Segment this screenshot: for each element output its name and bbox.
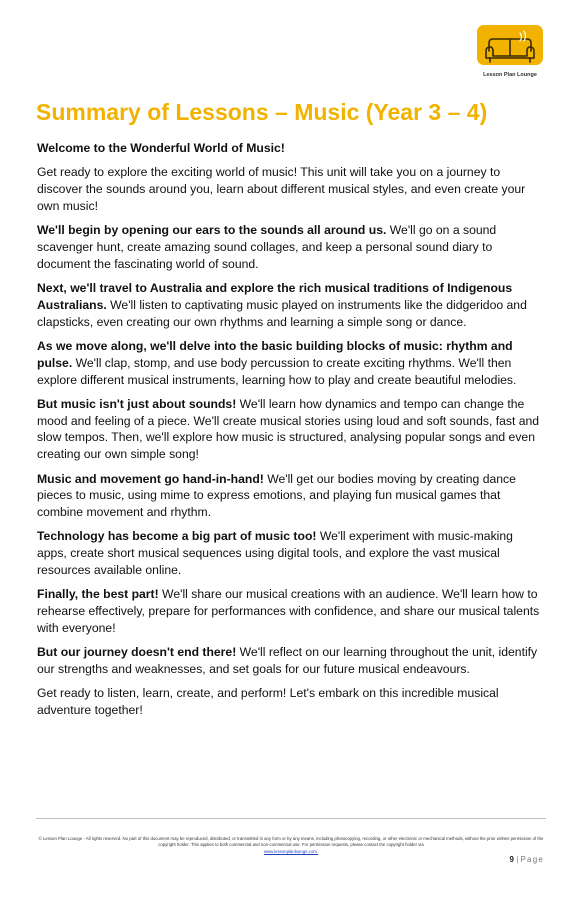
- paragraph-lead: But our journey doesn't end there!: [37, 645, 237, 660]
- paragraph: [37, 586, 545, 636]
- paragraph-lead: We'll begin by opening our ears to the sounds all around us.: [37, 223, 387, 238]
- paragraph-lead: Music and movement go hand-in-hand!: [37, 471, 264, 486]
- website-link[interactable]: www.lessonplanlounge.com.: [263, 848, 319, 854]
- paragraph: [37, 164, 545, 214]
- footer-divider: [36, 818, 546, 819]
- page-word: Page: [520, 855, 544, 864]
- paragraph-text: We'll experiment with music-making apps, create short musical sequences using digital tools, and explore the vast musical resources available online.: [37, 529, 513, 578]
- paragraph: [37, 280, 545, 330]
- page-number-value: 9: [509, 855, 514, 864]
- logo-text: Lesson Plan Lounge: [483, 72, 537, 78]
- summary-body: [37, 140, 545, 726]
- couch-logo-icon: [472, 24, 548, 72]
- paragraph: [37, 222, 545, 272]
- copyright-notice: © Lesson Plan Lounge - All rights reserved. No part of this document may be reproduced, distributed, or transmitted in any form or by any means, including photocopying, recording, or other electronic or mechanical methods, without the prior written permission of the copyright holder. This applies to both commercial and non-commercial use. For permission requests, please contact the copyright holder via: [38, 836, 544, 848]
- paragraph-lead: Technology has become a big part of music too!: [37, 529, 317, 544]
- paragraph: [37, 396, 545, 463]
- paragraph-text: We'll reflect on our learning throughout the unit, identify our strengths and weaknesses, and set goals for our future musical endeavours.: [37, 645, 538, 677]
- paragraph-lead: Next, we'll travel to Australia and explore the rich musical traditions of Indigenous Australians.: [37, 281, 513, 312]
- paragraph: [37, 685, 545, 719]
- footer-copyright: [36, 836, 546, 855]
- paragraph-text: Get ready to listen, learn, create, and perform! Let's embark on this incredible musical adventure together!: [37, 686, 499, 718]
- paragraph-text: We'll clap, stomp, and use body percussion to create exciting rhythms. We'll then explore different musical instruments, learning how to play and create beautiful melodies.: [37, 355, 517, 387]
- paragraph-lead: As we move along, we'll delve into the basic building blocks of music: rhythm and pulse.: [37, 338, 513, 370]
- paragraph: [37, 140, 545, 157]
- paragraph-text: We'll get our bodies moving by creating dance pieces to music, using mime to express emotions, and playing fun musical games that combine movement and rhythm.: [37, 471, 516, 520]
- paragraph: [37, 644, 545, 678]
- paragraph-text: Get ready to explore the exciting world of music! This unit will take you on a journey to discover the sounds around you, learn about different musical styles, and even create your own music!: [37, 165, 526, 213]
- page-title: Summary of Lessons – Music (Year 3 – 4): [36, 99, 488, 125]
- paragraph-text: We'll go on a sound scavenger hunt, create amazing sound collages, and keep a personal sound diary to document the fascinating world of sound.: [37, 223, 497, 271]
- page-separator: |: [516, 855, 519, 864]
- paragraph: [37, 471, 545, 521]
- logo: [472, 24, 548, 86]
- paragraph-text: We'll learn how dynamics and tempo can change the mood and feeling of a piece. We'll create musical stories using loud and soft sounds, fast and slow tempos. Then, we'll explore how music is structured, analysing popular songs and even creating our own simple song!: [37, 396, 540, 462]
- paragraph: [37, 528, 545, 578]
- paragraph-lead: But music isn't just about sounds!: [37, 396, 237, 411]
- paragraph-lead: Welcome to the Wonderful World of Music!: [37, 141, 285, 155]
- page-number: [510, 855, 544, 864]
- paragraph-text: We'll share our musical creations with an audience. We'll learn how to rehearse effectively, prepare for performances with confidence, and share our musical talents with everyone!: [37, 587, 540, 635]
- paragraph: [37, 338, 545, 388]
- paragraph-lead: Finally, the best part!: [37, 587, 159, 602]
- paragraph-text: We'll listen to captivating music played on instruments like the didgeridoo and clapsticks, even creating our own rhythms and learning a simple song or dance.: [37, 297, 527, 329]
